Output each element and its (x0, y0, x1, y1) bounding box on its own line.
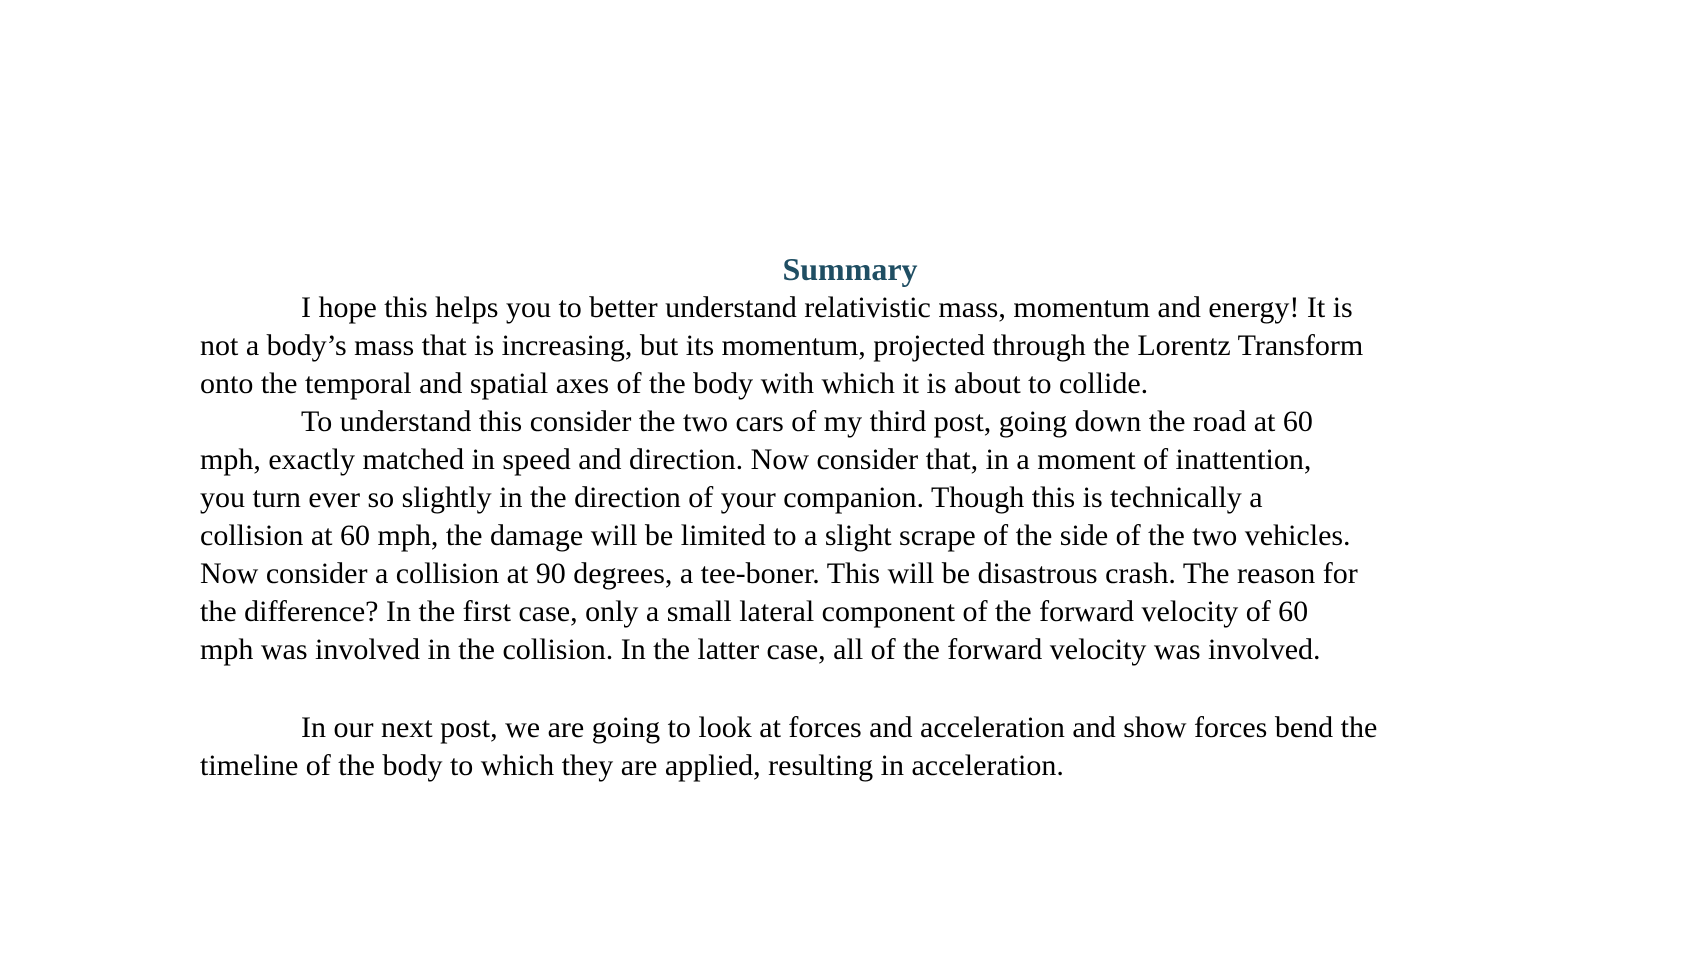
paragraph-3-line-2: timeline of the body to which they are applied, resulting in acceleration. (200, 749, 1064, 782)
paragraph-3-line-1: In our next post, we are going to look at forces and acceleration and show forces bend the (301, 711, 1378, 744)
paragraph-2-line-5: Now consider a collision at 90 degrees, a tee-boner. This will be disastrous crash. The reason for (200, 557, 1358, 590)
paragraph-1-line-3: onto the temporal and spatial axes of the body with which it is about to collide. (200, 367, 1149, 400)
paragraph-2-line-2: mph, exactly matched in speed and direction. Now consider that, in a moment of inattention, (200, 443, 1312, 476)
paragraph-2-line-7: mph was involved in the collision. In the latter case, all of the forward velocity was involved. (200, 633, 1321, 666)
paragraph-2-line-4: collision at 60 mph, the damage will be limited to a slight scrape of the side of the two vehicles. (200, 519, 1351, 552)
paragraph-2-line-3: you turn ever so slightly in the direction of your companion. Though this is technically a (200, 481, 1263, 514)
paragraph-2-line-1: To understand this consider the two cars of my third post, going down the road at 60 (301, 405, 1313, 438)
paragraph-1-line-1: I hope this helps you to better understand relativistic mass, momentum and energy! It is (301, 291, 1353, 324)
page-title: Summary (782, 251, 918, 287)
paragraph-2-line-6: the difference? In the first case, only a small lateral component of the forward velocity of 60 (200, 595, 1309, 628)
paragraph-1-line-2: not a body’s mass that is increasing, but its momentum, projected through the Lorentz Transform (200, 329, 1364, 362)
